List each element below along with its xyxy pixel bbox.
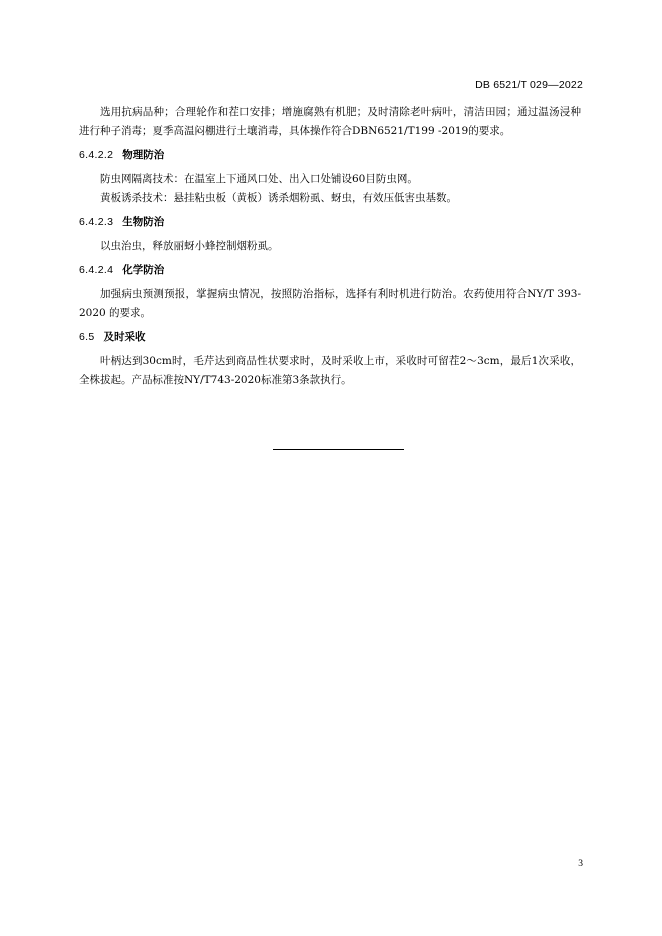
section-number: 6.4.2.3	[79, 216, 114, 228]
section-number: 6.4.2.4	[79, 264, 114, 276]
harvest-paragraph: 叶柄达到30cm时，毛芹达到商品性状要求时，及时采收上市，采收时可留茬2～3cm，最后1次采收，全株拔起。产品标准按NY/T743-2020标准第3条款执行。	[79, 355, 581, 386]
chemical-control-paragraph: 加强病虫预测预报，掌握病虫情况，按照防治指标，选择有利时机进行防治。农药使用符合NY/T 393-2020 的要求。	[79, 288, 581, 319]
section-heading-6-4-2-2	[79, 146, 581, 165]
section-heading-6-4-2-4	[79, 261, 581, 280]
document-code: DB 6521/T 029—2022	[475, 79, 583, 91]
section-title: 物理防治	[122, 149, 165, 161]
section-title: 及时采收	[103, 331, 146, 343]
section-number: 6.5	[79, 331, 95, 343]
section-heading-6-5	[79, 328, 581, 347]
page-number: 3	[578, 859, 583, 869]
section-title: 生物防治	[122, 216, 165, 228]
physical-control-paragraph-2: 黄板诱杀技术：悬挂粘虫板（黄板）诱杀烟粉虱、蚜虫，有效压低害虫基数。	[100, 192, 457, 204]
intro-paragraph: 选用抗病品种；合理轮作和茬口安排；增施腐熟有机肥；及时清除老叶病叶，清洁田园；通过温汤浸种进行种子消毒；夏季高温闷棚进行土壤消毒，具体操作符合DBN6521/T199 -2019的要求。	[79, 106, 581, 137]
document-body	[79, 103, 581, 390]
physical-control-paragraph-1: 防虫网隔离技术：在温室上下通风口处、出入口处铺设60目防虫网。	[100, 173, 418, 185]
biological-control-paragraph: 以虫治虫，释放丽蚜小蜂控制烟粉虱。	[100, 240, 279, 252]
section-number: 6.4.2.2	[79, 149, 114, 161]
section-heading-6-4-2-3	[79, 213, 581, 232]
section-title: 化学防治	[122, 264, 165, 276]
end-of-document-rule	[273, 449, 404, 450]
